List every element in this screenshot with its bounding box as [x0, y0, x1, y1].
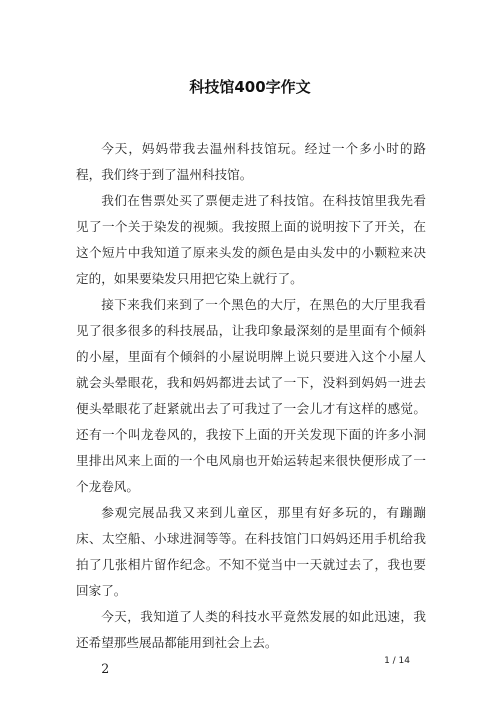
document-body — [76, 136, 426, 682]
paragraph-2: 我们在售票处买了票便走进了科技馆。在科技馆里我先看见了一个关于染发的视频。我按照上面的说明按下了开关，在这个短片中我知道了原来头发的颜色是由头发中的小颗粒来决定的，如果要染发只用把它染上就行了。 — [76, 193, 426, 286]
paragraph-1: 今天，妈妈带我去温州科技馆玩。经过一个多小时的路程，我们终于到了温州科技馆。 — [76, 141, 426, 182]
paragraph-4: 参观完展品我又来到儿童区，那里有好多玩的，有蹦蹦床、太空船、小球进洞等等。在科技馆门口妈妈还用手机给我拍了几张相片留作纪念。不知不觉当中一天就过去了，我也要回家了。 — [76, 505, 426, 598]
paragraph-5: 今天，我知道了人类的科技水平竟然发展的如此迅速，我还希望那些展品都能用到社会上去。 — [76, 609, 426, 650]
trailing-number: 2 — [101, 661, 110, 676]
page-indicator: 1 / 14 — [384, 656, 410, 666]
document-title: 科技馆400字作文 — [189, 78, 311, 96]
paragraph-3: 接下来我们来到了一个黑色的大厅，在黑色的大厅里我看见了很多很多的科技展品，让我印象最深刻的是里面有个倾斜的小屋，里面有个倾斜的小屋说明牌上说只要进入这个小屋人就会头晕眼花，我和妈妈都进去试了一下，没料到妈妈一进去便头晕眼花了赶紧就出去了可我过了一会儿才有这样的感觉。还有一个叫龙卷风的，我按下上面的开关发现下面的许多小洞里排出风来上面的一个电风扇也开始运转起来很快便形成了一个龙卷风。 — [76, 297, 426, 494]
